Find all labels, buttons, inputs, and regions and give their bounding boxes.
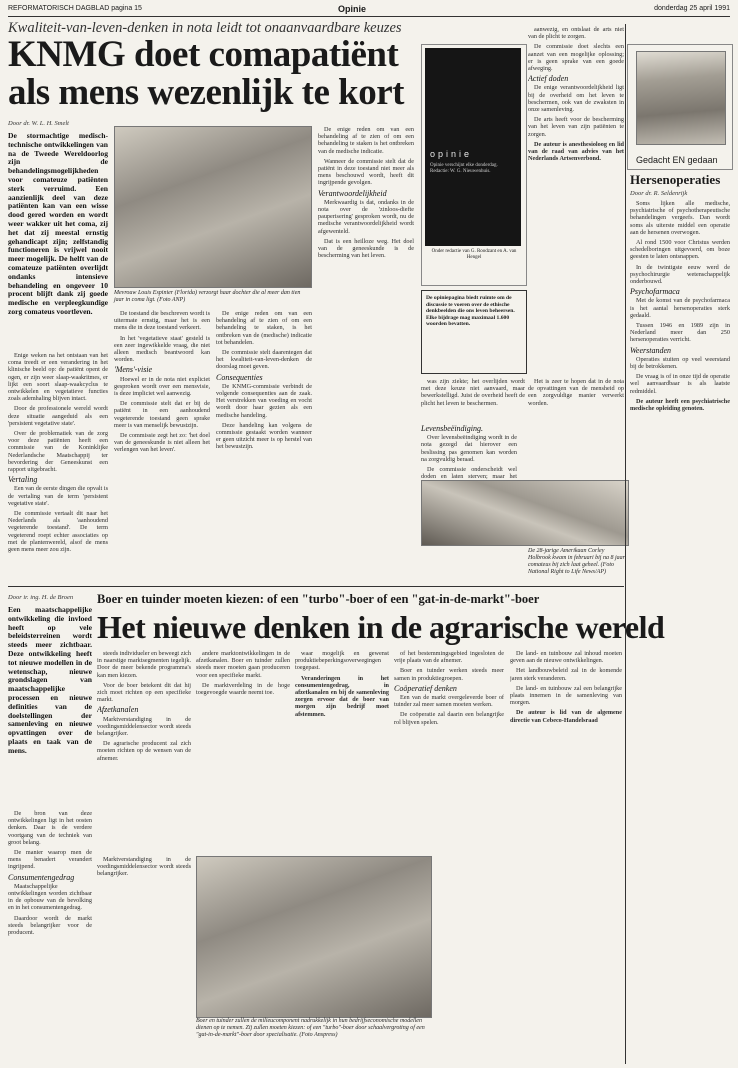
paragraph: De enige reden om van een behandeling af te zien of om een behandeling te staken is het ontbreken van de medische indicatie. xyxy=(318,126,414,155)
paragraph: Maatschappelijke ontwikkelingen worden zichtbaar in de opbouw van de bevolking en in het consumentengedrag. xyxy=(8,882,92,912)
paragraph: Een van de markt overgeleverde boer of tuinder zal meer samen moeten werken. xyxy=(394,694,504,709)
paragraph: Het is zeer te hopen dat in de nota de opvattingen van de mensheid op een zorgvuldige manier verwerkt worden. xyxy=(528,378,624,407)
paragraph: Met de komst van de psychofarmaca is het aantal hersenoperaties sterk gedaald. xyxy=(630,297,730,319)
paragraph: Al rond 1500 voor Christus werden schedelboringen uitgevoerd, om boze geesten te laten ontsnappen. xyxy=(630,239,730,261)
article1-col4 xyxy=(318,126,414,580)
article2-col2 xyxy=(97,650,191,850)
paragraph: De vraag is of in onze tijd de operatie wel aanvaardbaar is als laatste redmiddel. xyxy=(630,373,730,395)
paragraph: andere marktontwikkelingen in de afzetkanalen. Boer en tuinder zullen steeds meer moeten gaan produceren voor een specifieke markt. xyxy=(196,650,290,679)
section-name: Opinie xyxy=(338,4,367,14)
section-divider xyxy=(8,586,624,587)
article1-col3 xyxy=(216,310,312,580)
article1-col5b xyxy=(528,378,624,418)
article1-col5 xyxy=(421,378,525,418)
paragraph: De land- en tuinbouw zal inhoud moeten geven aan de nieuwe ontwikkelingen. xyxy=(510,650,622,665)
paragraph: De land- en tuinbouw zal een belangrijke plaats innemen in de samenleving van morgen. xyxy=(510,684,622,707)
paragraph: Over de problematiek van de zorg voor deze patiënten heeft een commissie van de Koninklijke Nederlandsche Maatschappij ter bevordering der Geneeskunst een rapport uitgebracht. xyxy=(8,430,108,474)
issue-date: donderdag 25 april 1991 xyxy=(654,5,730,12)
paragraph: Tussen 1946 en 1989 zijn in Nederland meer dan 250 hersenoperaties verricht. xyxy=(630,322,730,344)
info-text: De opiniepagina biedt ruimte om de discussie te voeren over de ethische denkbeelden die ons leven beheersen. Elke bijdrage mag maximaal 1.600 woorden bevatten. xyxy=(426,295,515,328)
paragraph: De manier waarop men de mens benadert verandert ingrijpend. xyxy=(8,849,92,871)
paragraph: aanwezig, en ontslaat de arts niet van de plicht te zorgen. xyxy=(528,26,624,41)
article1-byline: Door dr. W. L. H. Smelt xyxy=(8,120,69,127)
article2-byline: Door ir. ing. H. de Broen xyxy=(8,594,74,601)
paragraph: of het bestemmingsgebied ingesloten de vrije plaats van de afnemer. xyxy=(394,650,504,665)
subheading-weerstanden: Weerstanden xyxy=(630,345,672,355)
paragraph: De commissie stelt daarentegen dat het kwaliteit-van-leven-denken de doorslag moet geven. xyxy=(216,349,312,371)
author-note: De auteur is anesthesioloog en lid van de raad van advies van het Nederlands Artsenverbond. xyxy=(528,140,624,163)
paragraph: Merkwaardig is dat, ondanks in de nota over de 'zinloos-diefte pauperisering' gesproken wordt, nu de medische verantwoordelijkheid wordt afgewenteld. xyxy=(318,198,414,235)
subheading-actiefdoden: Actief doden xyxy=(528,74,569,84)
subheading-mensvisie: 'Mens'-visie xyxy=(114,365,153,375)
photo-mother-daughter xyxy=(114,126,312,288)
article1-col6 xyxy=(528,26,624,366)
author-note: De auteur heeft een psychiatrische medische opleiding genoten. xyxy=(630,397,730,413)
article1-lead: De stormachtige medisch-technische ontwikkelingen van na de Tweede Wereldoorlog zijn de behandelingsmogelijkheden voor comateuze patiënten sterk verruimd. Een aanzienlijk deel van deze patiënten kan van een wisse dood gered worden en wordt weer wakker uit het coma, zij het dat zij meestal ernstig gehandicapt zijn; zelfstandig functioneren is vrijwel nooit meer mogelijk. De helft van de comateuze patiënten overlijdt ondanks intensieve behandeling en ongeveer 10 procent blijft dank zij goede medische en verpleegkundige zorg comateus voortleven. xyxy=(8,132,108,316)
article2-col4 xyxy=(295,650,389,850)
paragraph: Voor de boer betekent dit dat hij zich moet richten op een specifieke markt. xyxy=(97,681,191,704)
paragraph: De arts heeft voor de bescherming van het leven van zijn patiënten te zorgen. xyxy=(528,116,624,138)
article2-lead: Een maatschappelijke ontwikkeling die invloed heeft op vele beleidsterreinen wordt steeds meer zichtbaar. Deze ontwikkeling heeft tot nieuwe modellen in de wetenschap, nieuwe grondslagen van maatschappelijke processen en nieuwe definities van de doelstellingen der samenleving en nieuwe opvattingen over de plaats en taak van de mens. xyxy=(8,606,92,755)
paragraph: De KNMG-commissie verbindt de volgende consequenties aan de zaak. Het verstrekken van voeding en vocht wordt door haar gezien als een medische handeling. xyxy=(216,382,312,419)
paragraph: Door de professionele wereld wordt deze situatie aangeduid als een 'persistent vegetative state'. xyxy=(8,405,108,427)
column-byline: Door dr. R. Seldenrijk xyxy=(630,190,688,197)
paragraph: De bron van deze ontwikkelingen ligt in het oosten denken. Daar is de verdere voortgang van de techniek van groot belang. xyxy=(8,810,92,846)
paragraph: Daardoor wordt de markt steeds belangrijker voor de producent. xyxy=(8,914,92,937)
paper-name: REFORMATORISCH DAGBLAD pagina 15 xyxy=(8,5,142,12)
subheading-cooperatiefdenken: Coöperatief denken xyxy=(394,683,457,693)
photo4-caption: Boer en tuinder zullen de milieucomponent nadrukkelijk in hun bedrijfseconomische modellen dienen op te nemen. Zij zullen moeten kiezen: of een "turbo"-boer door schaalvergroting of een "gat-in-de-markt"-boer door specialisatie. (Foto Anspress) xyxy=(196,1018,425,1038)
column-header-box xyxy=(627,44,733,170)
info-box xyxy=(421,290,527,374)
photo-patient xyxy=(421,480,629,546)
article1-col2 xyxy=(114,310,210,580)
paragraph: Wanneer de commissie stelt dat de patiënt in deze toestand niet meer als mens beschouwd wordt, heeft dit ingrijpende gevolgen. xyxy=(318,157,414,187)
paragraph: Dat is een heilloze weg. Het doel van de geneeskunde is de bescherming van het leven. xyxy=(318,237,414,260)
paragraph: De coöperatie zal daarin een belangrijke rol blijven spelen. xyxy=(394,711,504,726)
opinie-word: opinie xyxy=(430,149,473,159)
article2-headline: Het nieuwe denken in de agrarische wereld xyxy=(97,609,665,645)
opinie-box xyxy=(421,44,527,286)
paragraph: De enige verantwoordelijkheid ligt bij de overheid om het leven te beschermen, ook van de zwaksten in onze samenleving. xyxy=(528,84,624,114)
article2-col3 xyxy=(196,650,290,850)
paragraph: De commissie vertaalt dit naar het Nederlands als 'aanhoudend vegeterende toestand'. De term vegeterend roept echter associaties op met de plantenwereld, alsof de mens geen mens meer zou zijn. xyxy=(8,510,108,554)
subheading-afzetkanalen: Afzetkanalen xyxy=(97,705,139,715)
column-tag: Gedacht EN gedaan xyxy=(636,155,718,165)
paragraph: waar mogelijk en gewenst produktiebeperkingsoverwegingen toegepast. xyxy=(295,650,389,672)
paragraph: Enige weken na het ontstaan van het coma treedt er een verandering in het klinische beeld op: de patiënt opent de ogen, er zijn weer slaap-waakritmes, er lijkt een soort slaap-waakcyclus te ontwikkelen en vegetatieve functies zoals ademhaling blijven intact. xyxy=(8,352,108,403)
photo1-caption: Mevrouw Louis Espinier (Florida) verzorgt haar dochter die al meer dan tien jaar in coma ligt. (Foto ANP) xyxy=(114,290,301,303)
subheading-psychofarmaca: Psychofarmaca xyxy=(630,287,680,297)
paragraph: Boer en tuinder werken steeds meer samen in produktiegroepen. xyxy=(394,667,504,682)
paragraph: In het 'vegetatieve staat' gesteld is een zeer ingewikkelde vraag, die niet alleen medisch beantwoord kan worden. xyxy=(114,334,210,364)
article2-col2b xyxy=(97,856,191,1060)
opinie-image xyxy=(425,48,521,246)
paragraph: Een van de eerste dingen die opvalt is de vertaling van de term 'persistent vegetative state'. xyxy=(8,485,108,507)
paragraph: Operaties stuiten op veel weerstand bij de betrokkenen. xyxy=(630,355,730,371)
paragraph: De marktverdeling in de hoge toegevoegde waarde neemt toe. xyxy=(196,681,290,697)
article2-col6 xyxy=(510,650,622,1060)
author-note: De auteur is lid van de algemene directie van Cebeco-Handelsraad xyxy=(510,709,622,724)
paragraph: De commissie zegt het zo: 'het doel van de geneeskunde is niet alleen het verlengen van het leven'. xyxy=(114,432,210,454)
photo3-caption: De 28-jarige Amerikaan Corley Holbrook kwam in februari bij na 8 jaar comateus bij zich laat geheel. (Foto National Right to Life News/AP) xyxy=(528,548,625,575)
subheading-verantwoordelijkheid: Verantwoordelijkheid xyxy=(318,188,387,198)
paragraph: De commissie stelt dat er bij de patiënt in een aanhoudend vegeterende toestand geen sprake meer is van menselijk bewustzijn. xyxy=(114,400,210,429)
subheading-levensbeeindiging: Levensbeëindiging. xyxy=(421,424,483,433)
paragraph: Deze handeling kan volgens de commissie gestaakt worden wanneer er geen uitzicht meer is op herstel van het bewustzijn. xyxy=(216,421,312,451)
paragraph: De commissie onderscheidt wel doden en laten sterven; maar het xyxy=(421,466,517,481)
paragraph: De toestand die beschreven wordt is uitermate ernstig, maar het is een mens die in deze toestand verkeert. xyxy=(114,310,210,332)
subheading-vertaling: Vertaling xyxy=(8,475,38,485)
subheading-consumentengedrag: Consumentengedrag xyxy=(8,872,75,882)
paragraph: Veranderingen in het consumentengedrag, in afzetkanalen en bij de samenleving zorgen ervoor dat de boer van morgen zijn bedrijf moet afstemmen. xyxy=(295,674,389,718)
column-divider xyxy=(625,24,626,1064)
paragraph: De enige reden om van een behandeling af te zien of om een behandeling te staken, is het ontbreken van de (medische) indicatie tot behandelen. xyxy=(216,310,312,346)
opinie-footer: Onder redactie van G. Roodzant en A. van Hengel xyxy=(431,249,517,260)
paragraph: Soms lijken alle medische, psychiatrische of psychotherapeutische behandelingen vergeefs. Dan wordt soms als uiterste middel een operatie aan de hersenen overwogen. xyxy=(630,200,730,236)
paragraph: Over levensbeëindiging wordt in de nota gezegd dat hierover een beslissing pas genomen kan worden na zorgvuldig beraad. xyxy=(421,434,517,463)
paragraph: was zijn ziekte; het overlijden wordt met deze keuze niet aanvaard, maar bewerkstelligd. Juist de overheid heeft de plicht het leven te beschermen. xyxy=(421,378,525,407)
page-header xyxy=(8,4,730,17)
article2-kicker: Boer en tuinder moeten kiezen: of een "turbo"-boer of een "gat-in-de-markt"-boer xyxy=(97,592,540,606)
paragraph: De commissie doet slechts een aanzet van een mogelijke oplossing; er is geen sprake van een goede afweging. xyxy=(528,43,624,73)
author-portrait xyxy=(636,51,726,145)
paragraph: Marktverstandiging in de voedingsmiddelensector wordt steeds belangrijker. xyxy=(97,715,191,738)
article2-col5 xyxy=(394,650,504,1060)
paragraph: De agrarische producent zal zich moeten richten op de wensen van de afnemer. xyxy=(97,740,191,762)
column-title: Hersenoperaties xyxy=(630,172,721,187)
paragraph: Hoewel er in de nota niet expliciet gesproken wordt over een mensvisie, is deze impliciet wel aanwezig. xyxy=(114,375,210,398)
article2-col1 xyxy=(8,810,92,1062)
paragraph: steeds individueler en beweegt zich in naarstige marktsegmenten tegelijk. Door de meer bekende programma's kan men kiezen. xyxy=(97,650,191,679)
paragraph: Marktverstandiging in de voedingsmiddelensector wordt steeds belangrijker. xyxy=(97,856,191,878)
paragraph: In de twintigste eeuw werd de psychochirurgie wetenschappelijk onderbouwd. xyxy=(630,263,730,286)
article1-col1 xyxy=(8,352,108,580)
article1-headline: KNMG doet comapatiënt als mens wezenlijk te kort xyxy=(8,34,404,113)
subheading-consequenties: Consequenties xyxy=(216,372,263,382)
opinie-text: Opinie verschijnt elke donderdag. Redactie: W. G. Nieuwenhuis. xyxy=(430,163,498,174)
article1-kicker: Kwaliteit-van-leven-denken in nota leidt tot onaanvaardbare keuzes xyxy=(8,20,402,36)
paragraph: Het landbouwbeleid zal in de komende jaren sterk veranderen. xyxy=(510,667,622,682)
